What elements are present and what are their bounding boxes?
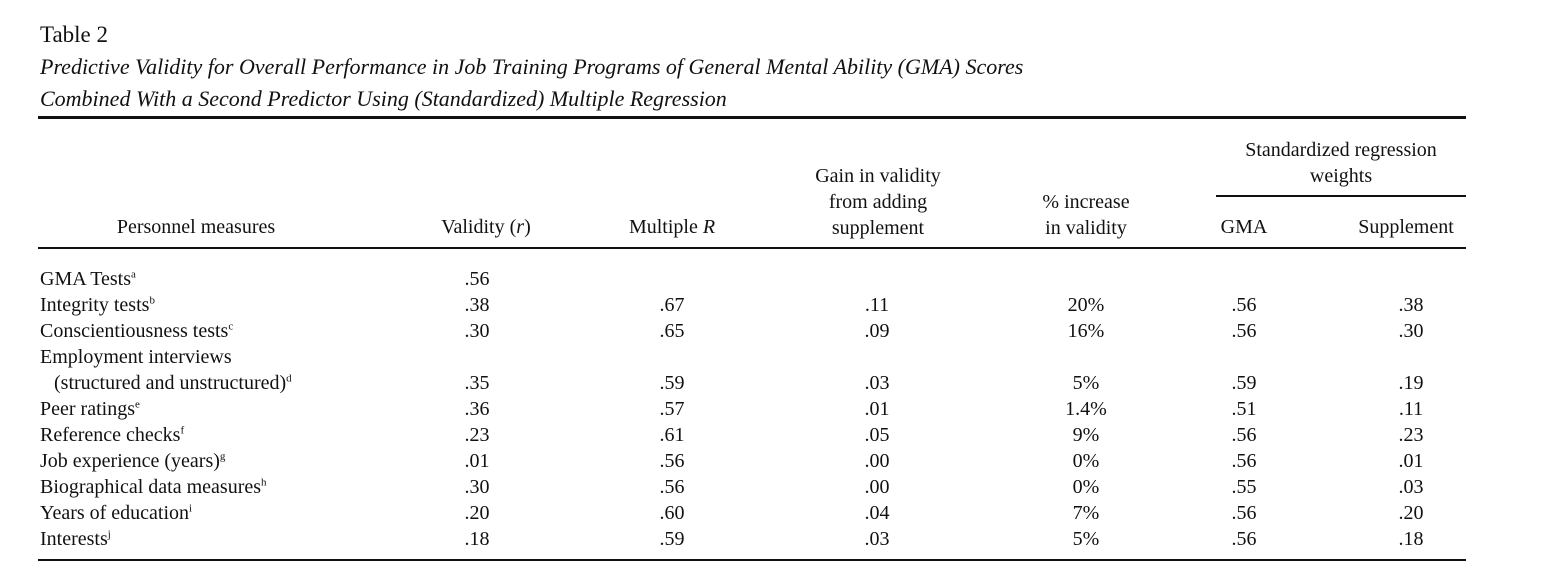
measure-cell xyxy=(40,266,136,292)
header-gain xyxy=(815,163,941,241)
header-gma: GMA xyxy=(1220,216,1268,238)
pct-increase-cell: 20% xyxy=(1067,294,1105,316)
gain-cell: .03 xyxy=(864,528,890,550)
header-supplement: Supplement xyxy=(1358,216,1454,238)
validity-cell: .30 xyxy=(464,476,490,498)
footnote-mark: c xyxy=(228,320,234,333)
supplement-weight-cell: .03 xyxy=(1398,476,1424,498)
header-validity-prefix: Validity ( xyxy=(441,216,517,238)
gain-cell: .11 xyxy=(864,294,890,316)
supplement-weight-cell: .18 xyxy=(1398,528,1424,550)
header-multiple-r xyxy=(629,214,715,240)
header-weights-line-2: weights xyxy=(1309,165,1373,187)
gain-cell: .00 xyxy=(864,450,890,472)
header-gain-line-1: Gain in validity xyxy=(815,165,941,187)
measure-text: Employment interviews xyxy=(40,346,232,368)
measure-text: (structured and unstructured) xyxy=(54,372,287,394)
footnote-mark: a xyxy=(131,268,136,281)
gma-weight-cell: .56 xyxy=(1231,320,1257,342)
header-validity-var: r xyxy=(516,216,525,238)
measure-text: Biographical data measures xyxy=(40,476,262,498)
multiple-r-cell: .56 xyxy=(659,476,685,498)
supplement-weight-cell: .23 xyxy=(1398,424,1424,446)
measure-cell xyxy=(40,474,267,500)
measure-cell xyxy=(40,318,233,344)
header-pct-line-1: % increase xyxy=(1042,191,1130,213)
measure-cell xyxy=(40,526,111,552)
validity-cell: .36 xyxy=(464,398,490,420)
measure-cell xyxy=(40,500,192,526)
header-personnel-measures: Personnel measures xyxy=(116,216,276,238)
validity-cell: .35 xyxy=(464,372,490,394)
measure-cell xyxy=(40,422,184,448)
header-validity-suffix: ) xyxy=(524,216,531,238)
pct-increase-cell: 5% xyxy=(1072,528,1100,550)
measure-text: Years of education xyxy=(40,502,190,524)
measure-text: GMA Tests xyxy=(40,268,132,290)
supplement-weight-cell: .30 xyxy=(1398,320,1424,342)
footnote-mark: i xyxy=(189,502,193,515)
table-bottom-rule xyxy=(38,559,1466,561)
gma-weight-cell: .55 xyxy=(1231,476,1257,498)
gma-weight-cell: .56 xyxy=(1231,502,1257,524)
measure-text: Integrity tests xyxy=(40,294,150,316)
gma-weight-cell: .56 xyxy=(1231,424,1257,446)
gma-weight-cell: .56 xyxy=(1231,294,1257,316)
pct-increase-cell: 9% xyxy=(1072,424,1100,446)
validity-cell: .18 xyxy=(464,528,490,550)
header-weights-line-1: Standardized regression xyxy=(1245,139,1437,161)
footnote-mark: g xyxy=(219,450,226,463)
footnote-mark: j xyxy=(107,528,111,541)
multiple-r-cell: .56 xyxy=(659,450,685,472)
pct-increase-cell: 0% xyxy=(1072,450,1100,472)
measure-cell xyxy=(40,344,232,370)
gain-cell: .09 xyxy=(864,320,890,342)
multiple-r-cell: .65 xyxy=(659,320,685,342)
multiple-r-cell: .59 xyxy=(659,528,685,550)
validity-cell: .38 xyxy=(464,294,490,316)
table-title-line-1: Predictive Validity for Overall Performance in Job Training Programs of General Mental Ability (GMA) Scores xyxy=(40,54,1024,79)
validity-cell: .56 xyxy=(464,268,490,290)
pct-increase-cell: 16% xyxy=(1067,320,1105,342)
validity-cell: .30 xyxy=(464,320,490,342)
supplement-weight-cell: .38 xyxy=(1398,294,1424,316)
multiple-r-cell: .57 xyxy=(659,398,685,420)
multiple-r-cell: .67 xyxy=(659,294,685,316)
header-bottom-rule xyxy=(38,247,1466,249)
header-pct-line-2: in validity xyxy=(1045,217,1127,239)
measure-cell xyxy=(40,292,155,318)
gain-cell: .04 xyxy=(864,502,890,524)
pct-increase-cell: 1.4% xyxy=(1065,398,1107,420)
multiple-r-cell: .59 xyxy=(659,372,685,394)
validity-cell: .01 xyxy=(464,450,490,472)
measure-cell xyxy=(54,370,292,396)
supplement-weight-cell: .19 xyxy=(1398,372,1424,394)
measure-cell xyxy=(40,396,140,422)
footnote-mark: e xyxy=(134,398,140,411)
gain-cell: .01 xyxy=(864,398,890,420)
pct-increase-cell: 7% xyxy=(1072,502,1100,524)
header-pct-increase xyxy=(1042,189,1129,241)
table-label: Table 2 xyxy=(40,22,109,47)
footnote-mark: h xyxy=(261,476,267,489)
measure-text: Peer ratings xyxy=(40,398,135,420)
header-weights xyxy=(1245,137,1437,189)
validity-cell: .23 xyxy=(464,424,490,446)
footnote-mark: d xyxy=(286,372,292,385)
measure-text: Interests xyxy=(40,528,108,550)
footnote-mark: f xyxy=(180,424,185,437)
supplement-weight-cell: .11 xyxy=(1398,398,1424,420)
measure-text: Conscientiousness tests xyxy=(40,320,229,342)
gma-weight-cell: .56 xyxy=(1231,450,1257,472)
gma-weight-cell: .59 xyxy=(1231,372,1257,394)
gma-weight-cell: .56 xyxy=(1231,528,1257,550)
gain-cell: .00 xyxy=(864,476,890,498)
weights-spanner-rule xyxy=(1216,195,1466,197)
supplement-weight-cell: .01 xyxy=(1398,450,1424,472)
multiple-r-cell: .60 xyxy=(659,502,685,524)
validity-cell: .20 xyxy=(464,502,490,524)
header-gain-line-2: from adding xyxy=(828,191,928,213)
gain-cell: .03 xyxy=(864,372,890,394)
top-rule xyxy=(38,116,1466,119)
measure-cell xyxy=(40,448,225,474)
multiple-r-cell: .61 xyxy=(659,424,685,446)
header-multiple-prefix: Multiple xyxy=(628,216,703,238)
supplement-weight-cell: .20 xyxy=(1398,502,1424,524)
pct-increase-cell: 5% xyxy=(1072,372,1100,394)
header-multiple-var: R xyxy=(702,216,716,238)
header-validity xyxy=(441,214,530,240)
footnote-mark: b xyxy=(149,294,155,307)
measure-text: Reference checks xyxy=(40,424,181,446)
gma-weight-cell: .51 xyxy=(1231,398,1257,420)
gain-cell: .05 xyxy=(864,424,890,446)
measure-text: Job experience (years) xyxy=(40,450,220,472)
header-gain-line-3: supplement xyxy=(831,217,925,239)
table-title-line-2: Combined With a Second Predictor Using (Standardized) Multiple Regression xyxy=(40,86,727,111)
pct-increase-cell: 0% xyxy=(1072,476,1100,498)
